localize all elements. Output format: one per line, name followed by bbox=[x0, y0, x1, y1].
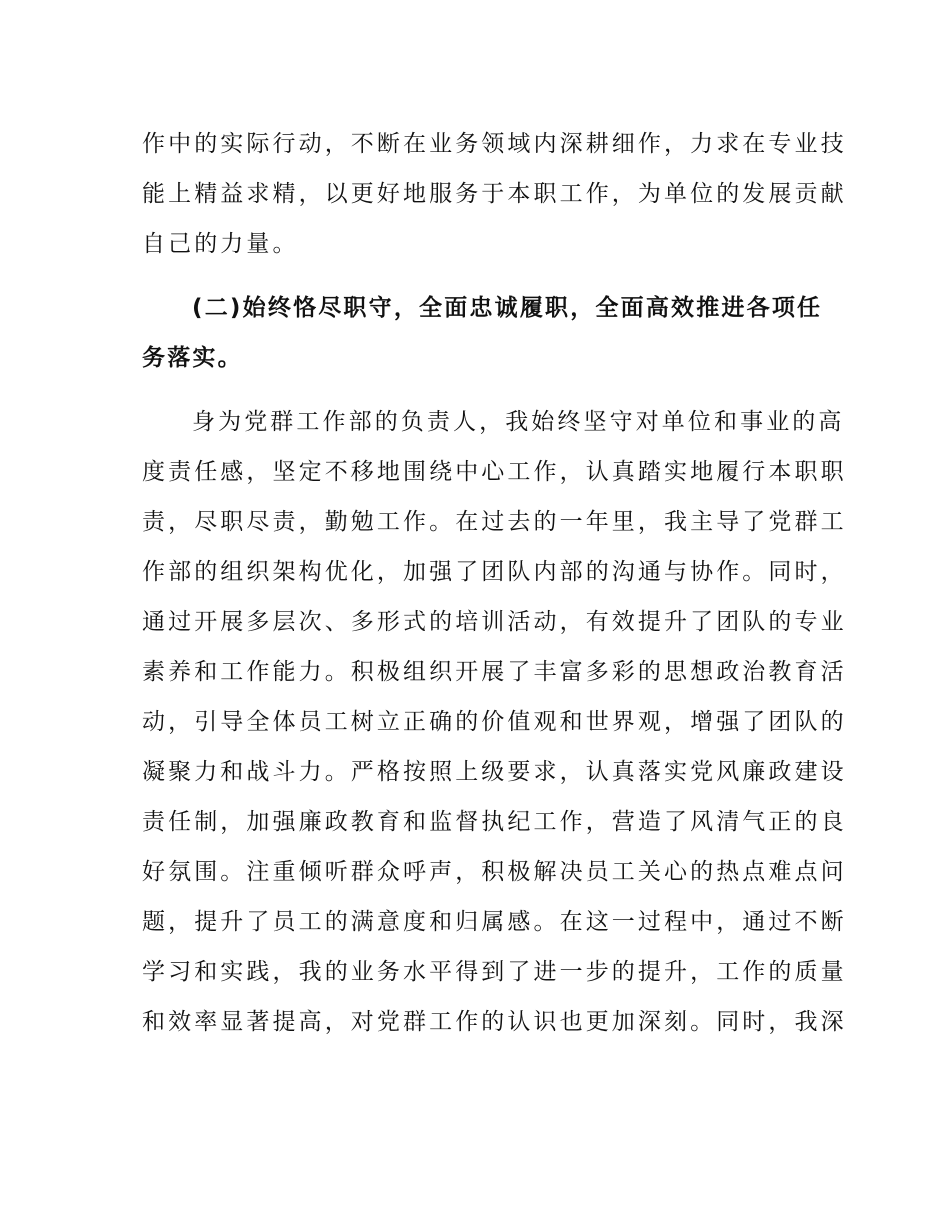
paragraph-line: 学习和实践，我的业务水平得到了进一步的提升，工作的质量 bbox=[142, 959, 847, 985]
paragraph-line: 自己的力量。 bbox=[142, 231, 299, 257]
paragraph-line: 动，引导全体员工树立正确的价值观和世界观，增强了团队的 bbox=[142, 709, 847, 735]
paragraph-line: 责任制，加强廉政教育和监督执纪工作，营造了风清气正的良 bbox=[142, 809, 847, 835]
paragraph-line: 好氛围。注重倾听群众呼声，积极解决员工关心的热点难点问 bbox=[142, 859, 847, 885]
paragraph-line: 凝聚力和战斗力。严格按照上级要求，认真落实党风廉政建设 bbox=[142, 759, 847, 785]
paragraph-line: 作中的实际行动，不断在业务领域内深耕细作，力求在专业技 bbox=[142, 131, 847, 157]
paragraph-line: 责，尽职尽责，勤勉工作。在过去的一年里，我主导了党群工 bbox=[142, 509, 847, 535]
paragraph-line: 度责任感，坚定不移地围绕中心工作，认真踏实地履行本职职 bbox=[142, 459, 847, 485]
paragraph-line: 身为党群工作部的负责人，我始终坚守对单位和事业的高 bbox=[192, 409, 845, 435]
paragraph-line: 作部的组织架构优化，加强了团队内部的沟通与协作。同时， bbox=[142, 559, 847, 585]
paragraph-line: 通过开展多层次、多形式的培训活动，有效提升了团队的专业 bbox=[142, 609, 847, 635]
paragraph-line: 能上精益求精，以更好地服务于本职工作，为单位的发展贡献 bbox=[142, 181, 847, 207]
paragraph-line: 和效率显著提高，对党群工作的认识也更加深刻。同时，我深 bbox=[142, 1009, 847, 1035]
section-heading-line: 务落实。 bbox=[142, 345, 243, 371]
section-heading-line: (二)始终恪尽职守，全面忠诚履职，全面高效推进各项任 bbox=[192, 295, 823, 321]
paragraph-line: 题，提升了员工的满意度和归属感。在这一过程中，通过不断 bbox=[142, 909, 847, 935]
paragraph-line: 素养和工作能力。积极组织开展了丰富多彩的思想政治教育活 bbox=[142, 659, 847, 685]
